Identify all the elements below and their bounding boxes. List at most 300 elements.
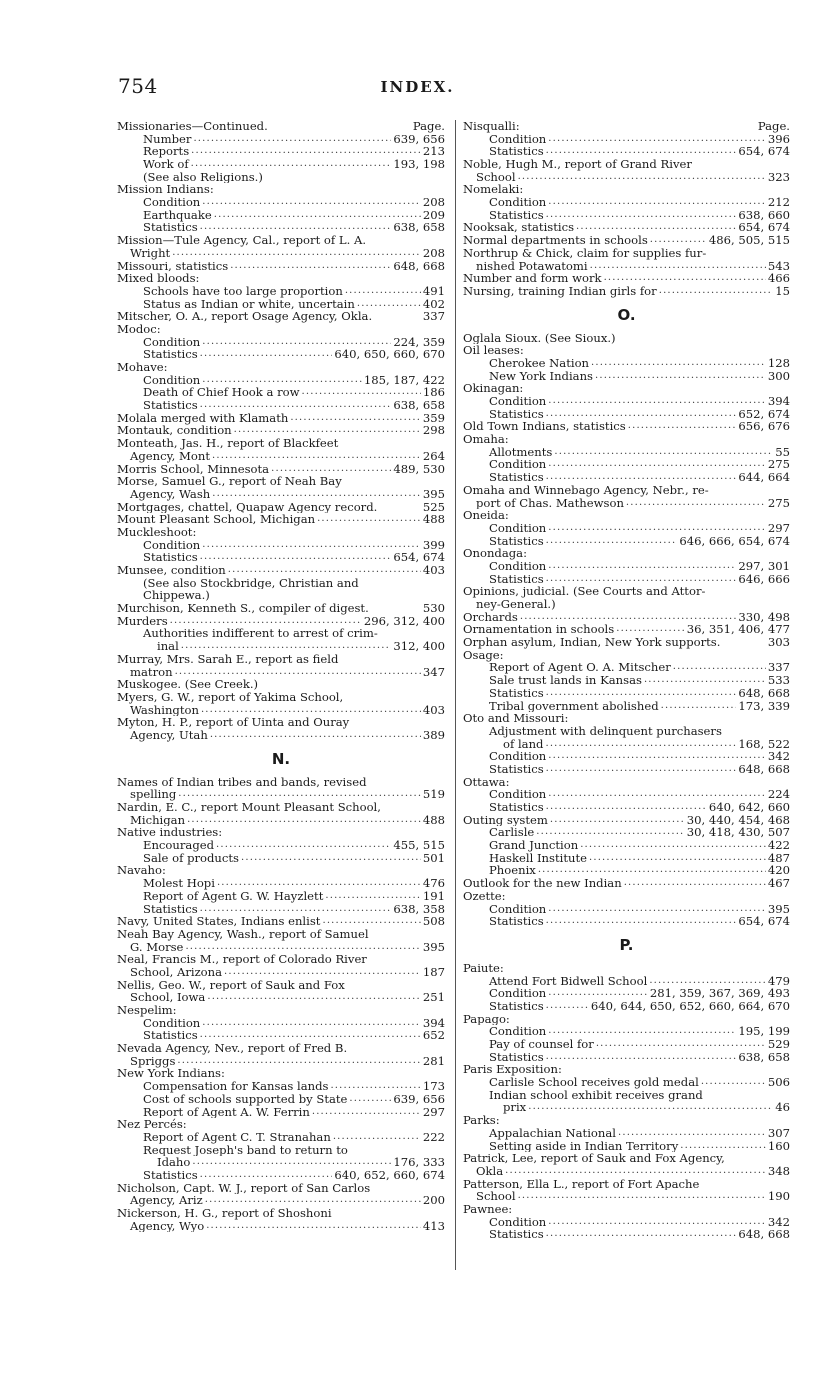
entry-text: Sale of products bbox=[143, 851, 239, 865]
page-number: 754 bbox=[118, 74, 158, 98]
entry-text: nished Potawatomi bbox=[476, 259, 588, 273]
entry-text: Old Town Indians, statistics bbox=[463, 420, 626, 434]
index-entry bbox=[117, 310, 445, 323]
page-reference: 312, 400 bbox=[393, 640, 445, 653]
page-reference: 466 bbox=[767, 272, 790, 285]
section-letter: O. bbox=[617, 305, 636, 324]
dot-leader bbox=[234, 425, 421, 438]
index-entry bbox=[463, 788, 790, 801]
page-reference: 298 bbox=[422, 424, 445, 438]
entry-text: Statistics bbox=[489, 471, 544, 484]
dot-leader bbox=[548, 1216, 766, 1229]
page-reference: 185, 187, 422 bbox=[363, 373, 445, 387]
entry-text: Allotments bbox=[489, 445, 553, 459]
index-entry bbox=[117, 1042, 445, 1055]
dot-leader bbox=[181, 640, 392, 653]
index-entry bbox=[463, 560, 790, 573]
dot-leader bbox=[548, 903, 766, 916]
page-reference: 489, 530 bbox=[393, 462, 445, 476]
index-entry bbox=[117, 1118, 445, 1131]
entry-text: Chippewa.) bbox=[143, 589, 210, 603]
page-reference: 173, 339 bbox=[738, 699, 790, 713]
dot-leader bbox=[604, 272, 766, 285]
entry-text: Work of bbox=[143, 158, 189, 171]
dot-leader bbox=[192, 1156, 391, 1169]
entry-text: Myton, H. P., report of Uinta and Ouray bbox=[117, 716, 350, 729]
index-entry bbox=[117, 1029, 445, 1042]
entry-text: Condition bbox=[489, 196, 547, 209]
dot-leader bbox=[661, 700, 737, 713]
entry-text: Missouri, statistics bbox=[117, 259, 229, 273]
index-entry bbox=[117, 171, 445, 184]
dot-leader bbox=[546, 1228, 737, 1241]
page-reference: 359 bbox=[422, 411, 445, 425]
index-entry bbox=[463, 171, 790, 184]
dot-leader bbox=[545, 738, 736, 751]
page-reference: 15 bbox=[775, 284, 790, 298]
dot-leader bbox=[548, 395, 766, 408]
dot-leader bbox=[330, 1080, 420, 1093]
dot-leader bbox=[548, 133, 766, 146]
dot-leader bbox=[673, 662, 766, 675]
dot-leader bbox=[546, 145, 737, 158]
dot-leader bbox=[628, 420, 737, 433]
dot-leader bbox=[590, 260, 766, 273]
dot-leader bbox=[345, 285, 421, 298]
index-entry bbox=[463, 987, 790, 1000]
entry-text: Condition bbox=[489, 560, 547, 573]
entry-text: Mixed bloods: bbox=[117, 272, 200, 285]
index-entry bbox=[463, 623, 790, 636]
entry-text: Mortgages, chattel, Quapaw Agency record. bbox=[117, 500, 378, 514]
page-reference: Page. bbox=[757, 120, 790, 133]
index-entry bbox=[463, 222, 790, 235]
index-entry bbox=[117, 776, 445, 789]
dot-leader bbox=[680, 1140, 766, 1153]
entry-text: Noble, Hugh M., report of Grand River bbox=[463, 158, 692, 171]
index-entry bbox=[117, 877, 445, 890]
page-reference: 395 bbox=[422, 487, 445, 501]
page-reference: 300 bbox=[767, 369, 790, 383]
index-entry bbox=[463, 877, 790, 890]
page-reference: 639, 656 bbox=[393, 1092, 445, 1106]
index-entry bbox=[463, 497, 790, 510]
page-reference: 467 bbox=[767, 877, 790, 890]
entry-text: Attend Fort Bidwell School bbox=[489, 974, 648, 988]
page-reference: 323 bbox=[767, 170, 790, 184]
entry-text: Osage: bbox=[463, 648, 504, 662]
page-reference: 508 bbox=[422, 915, 445, 928]
entry-text: Nellis, Geo. W., report of Sauk and Fox bbox=[117, 978, 345, 992]
entry-text: Nardin, E. C., report Mount Pleasant School, bbox=[117, 801, 381, 814]
entry-text: Navy, United States, Indians enlist bbox=[117, 915, 321, 928]
entry-text: Report of Agent O. A. Mitscher bbox=[489, 661, 671, 675]
index-entry bbox=[117, 1055, 445, 1068]
index-entry bbox=[117, 1093, 445, 1106]
entry-text: Muckleshoot: bbox=[117, 526, 197, 539]
entry-text: Condition bbox=[489, 750, 547, 763]
page-reference: 264 bbox=[422, 449, 445, 463]
entry-text: Northrup & Chick, claim for supplies fur- bbox=[463, 246, 707, 260]
entry-text: Statistics bbox=[489, 145, 544, 159]
entry-text: Report of Agent C. T. Stranahan bbox=[143, 1130, 331, 1144]
page-reference: 638, 658 bbox=[393, 399, 445, 412]
index-entry bbox=[463, 649, 790, 662]
index-entry bbox=[117, 1131, 445, 1144]
page-reference: 501 bbox=[422, 851, 445, 865]
dot-leader bbox=[200, 1029, 421, 1042]
index-entry bbox=[463, 260, 790, 273]
dot-leader bbox=[554, 446, 773, 459]
entry-text: Carlisle bbox=[489, 826, 535, 840]
entry-text: of land bbox=[503, 737, 544, 751]
dot-leader bbox=[200, 903, 392, 916]
entry-text: Statistics bbox=[489, 572, 544, 586]
page-reference: 395 bbox=[422, 940, 445, 954]
entry-text: (See also Stockbridge, Christian and bbox=[143, 576, 359, 590]
entry-text: Statistics bbox=[143, 1029, 198, 1043]
dot-leader bbox=[202, 539, 421, 552]
entry-text: Report of Agent G. W. Hayzlett bbox=[143, 889, 324, 903]
index-entry bbox=[463, 1165, 790, 1178]
section-letter: P. bbox=[619, 935, 634, 954]
index-entry bbox=[117, 196, 445, 209]
dot-leader bbox=[207, 991, 421, 1004]
entry-text: Statistics bbox=[489, 1000, 544, 1013]
index-entry bbox=[463, 750, 790, 763]
entry-text: Opinions, judicial. (See Courts and Attor- bbox=[463, 585, 706, 599]
page-reference: 638, 660 bbox=[738, 208, 790, 222]
index-entry bbox=[463, 459, 790, 472]
index-entry bbox=[463, 611, 790, 624]
entry-text: Morris School, Minnesota bbox=[117, 462, 270, 476]
page-reference: 307 bbox=[767, 1126, 790, 1140]
entry-text: Haskell Institute bbox=[489, 851, 587, 865]
page-reference: 224 bbox=[767, 788, 790, 802]
page-reference: 281 bbox=[422, 1054, 445, 1068]
index-entry bbox=[117, 298, 445, 311]
page-reference: 422 bbox=[767, 839, 790, 852]
dot-leader bbox=[228, 564, 421, 577]
index-entry bbox=[117, 374, 445, 387]
entry-text: Morse, Samuel G., report of Neah Bay bbox=[117, 475, 342, 488]
index-entry bbox=[117, 589, 445, 602]
page-reference: 479 bbox=[767, 974, 790, 988]
dot-leader bbox=[170, 615, 362, 628]
index-entry bbox=[463, 1127, 790, 1140]
index-entry bbox=[463, 183, 790, 196]
page-reference: 224, 359 bbox=[393, 335, 445, 349]
page-reference: 160 bbox=[767, 1139, 790, 1153]
index-entry bbox=[117, 539, 445, 552]
entry-text: Grand Junction bbox=[489, 839, 579, 852]
index-entry bbox=[463, 852, 790, 865]
entry-text: Number and form work bbox=[463, 272, 602, 285]
section-letter: N. bbox=[271, 749, 291, 768]
index-entry bbox=[117, 801, 445, 814]
index-entry bbox=[463, 1114, 790, 1127]
index-entry bbox=[463, 1140, 790, 1153]
entry-text: Number bbox=[143, 132, 192, 146]
page-reference: 297 bbox=[422, 1105, 445, 1119]
index-entry bbox=[463, 1038, 790, 1051]
entry-text: Paiute: bbox=[463, 961, 504, 975]
entry-text: Compensation for Kansas lands bbox=[143, 1080, 329, 1093]
entry-text: prix bbox=[503, 1101, 527, 1115]
page-reference: 394 bbox=[767, 395, 790, 408]
index-entry bbox=[117, 1080, 445, 1093]
entry-text: Statistics bbox=[143, 348, 198, 362]
index-entry bbox=[117, 991, 445, 1004]
entry-text: Condition bbox=[489, 902, 547, 916]
dot-leader bbox=[626, 497, 766, 510]
entry-text: Nez Percés: bbox=[117, 1118, 187, 1131]
page-reference: 646, 666, 654, 674 bbox=[679, 534, 790, 548]
dot-leader bbox=[201, 704, 421, 717]
dot-leader bbox=[193, 133, 391, 146]
entry-text: Statistics bbox=[489, 534, 544, 548]
index-entry bbox=[117, 488, 445, 501]
index-entry bbox=[117, 475, 445, 488]
index-entry bbox=[463, 903, 790, 916]
index-entry bbox=[117, 1106, 445, 1119]
dot-leader bbox=[230, 260, 391, 273]
index-entry bbox=[117, 814, 445, 827]
index-entry bbox=[463, 839, 790, 852]
page-reference: 251 bbox=[422, 991, 445, 1005]
index-entry bbox=[117, 551, 445, 564]
index-entry bbox=[117, 1207, 445, 1220]
dot-leader bbox=[624, 877, 766, 890]
entry-text: Munsee, condition bbox=[117, 564, 226, 577]
dot-leader bbox=[202, 336, 391, 349]
entry-text: Statistics bbox=[489, 1050, 544, 1064]
dot-leader bbox=[548, 1025, 736, 1038]
index-entry bbox=[117, 386, 445, 399]
index-entry bbox=[463, 700, 790, 713]
entry-text: Omaha: bbox=[463, 433, 509, 446]
entry-text: Condition bbox=[489, 987, 547, 1000]
entry-text: Oto and Missouri: bbox=[463, 712, 569, 725]
page-reference: 190 bbox=[767, 1190, 790, 1203]
index-entry bbox=[463, 535, 790, 548]
index-entry bbox=[463, 826, 790, 839]
entry-text: Statistics bbox=[489, 686, 544, 700]
index-entry bbox=[463, 1076, 790, 1089]
index-entry bbox=[463, 636, 790, 649]
entry-text: Mohave: bbox=[117, 361, 168, 374]
left-column bbox=[117, 120, 445, 1232]
index-entry bbox=[117, 425, 445, 438]
entry-text: Myers, G. W., report of Yakima School, bbox=[117, 690, 344, 704]
page-reference: 487 bbox=[767, 851, 790, 865]
index-entry bbox=[463, 196, 790, 209]
index-entry bbox=[463, 776, 790, 789]
page-reference: 403 bbox=[422, 703, 445, 717]
dot-leader bbox=[548, 522, 766, 535]
dot-leader bbox=[518, 171, 766, 184]
entry-text: Encouraged bbox=[143, 839, 215, 852]
entry-text: Murray, Mrs. Sarah E., report as field bbox=[117, 652, 339, 666]
dot-leader bbox=[325, 890, 421, 903]
entry-text: Sale trust lands in Kansas bbox=[489, 674, 642, 687]
entry-text: port of Chas. Mathewson bbox=[476, 496, 624, 510]
index-entry bbox=[463, 408, 790, 421]
page-reference: 396 bbox=[767, 132, 790, 146]
page-reference: 55 bbox=[775, 445, 790, 459]
index-entry bbox=[117, 1017, 445, 1030]
index-entry bbox=[117, 890, 445, 903]
page-reference: 654, 674 bbox=[738, 221, 790, 235]
dot-leader bbox=[536, 826, 684, 839]
entry-text: Carlisle School receives gold medal bbox=[489, 1076, 699, 1089]
index-entry bbox=[463, 344, 790, 357]
entry-text: Condition bbox=[489, 1215, 547, 1229]
dot-leader bbox=[546, 915, 737, 928]
entry-text: Nisqualli: bbox=[463, 120, 520, 133]
entry-text: Death of Chief Hook a row bbox=[143, 386, 300, 400]
page-reference: 455, 515 bbox=[393, 839, 445, 852]
entry-text: Statistics bbox=[489, 801, 544, 814]
entry-text: Mitscher, O. A., report Osage Agency, Okla. bbox=[117, 310, 373, 323]
dot-leader bbox=[591, 357, 766, 370]
index-entry bbox=[117, 1068, 445, 1081]
dot-leader bbox=[290, 412, 421, 425]
index-entry bbox=[117, 615, 445, 628]
dot-leader bbox=[546, 573, 737, 586]
index-entry bbox=[463, 865, 790, 878]
index-entry bbox=[463, 420, 790, 433]
index-entry bbox=[463, 446, 790, 459]
entry-text: Molest Hopi bbox=[143, 877, 215, 890]
entry-text: Mission—Tule Agency, Cal., report of L. A. bbox=[117, 234, 366, 247]
index-entry bbox=[117, 133, 445, 146]
entry-text: Condition bbox=[489, 521, 547, 535]
page-reference: 506 bbox=[767, 1076, 790, 1089]
index-entry bbox=[463, 712, 790, 725]
column-divider bbox=[455, 120, 456, 1270]
dot-leader bbox=[212, 488, 421, 501]
index-entry bbox=[463, 209, 790, 222]
index-entry bbox=[463, 1178, 790, 1191]
entry-text: Missionaries—Continued. bbox=[117, 120, 268, 133]
running-head: INDEX. bbox=[380, 78, 455, 96]
dot-leader bbox=[214, 209, 421, 222]
index-entry bbox=[117, 1194, 445, 1207]
index-entry bbox=[463, 433, 790, 446]
entry-text: Monteath, Jas. H., report of Blackfeet bbox=[117, 437, 339, 450]
entry-text: Cherokee Nation bbox=[489, 357, 590, 370]
dot-leader bbox=[589, 852, 766, 865]
entry-text: Okla bbox=[476, 1164, 504, 1178]
index-entry bbox=[117, 640, 445, 653]
entry-text: Condition bbox=[143, 1016, 201, 1030]
dot-leader bbox=[505, 1165, 766, 1178]
entry-text: Agency, Wash bbox=[130, 487, 211, 501]
entry-text: Murchison, Kenneth S., compiler of digest. bbox=[117, 602, 369, 615]
index-entry bbox=[463, 471, 790, 484]
page-reference: 281, 359, 367, 369, 493 bbox=[649, 987, 790, 1000]
page-reference: 212 bbox=[767, 196, 790, 209]
index-entry bbox=[117, 412, 445, 425]
index-entry bbox=[117, 463, 445, 476]
index-entry bbox=[463, 357, 790, 370]
dot-leader bbox=[185, 941, 420, 954]
dot-leader bbox=[546, 535, 678, 548]
page-reference: 208 bbox=[422, 246, 445, 260]
page-reference: 195, 199 bbox=[738, 1025, 790, 1039]
dot-leader bbox=[200, 399, 392, 412]
index-entry bbox=[117, 120, 445, 133]
dot-leader bbox=[312, 1106, 421, 1119]
page-reference: 297 bbox=[767, 521, 790, 535]
dot-leader bbox=[528, 1102, 773, 1115]
page-reference: 209 bbox=[422, 208, 445, 222]
dot-leader bbox=[576, 222, 736, 235]
dot-leader bbox=[538, 865, 766, 878]
index-entry bbox=[463, 814, 790, 827]
index-entry bbox=[117, 788, 445, 801]
dot-leader bbox=[217, 877, 421, 890]
entry-text: Okinagan: bbox=[463, 382, 524, 396]
dot-leader bbox=[200, 348, 333, 361]
entry-text: Idaho bbox=[157, 1156, 191, 1169]
page-reference: 389 bbox=[422, 729, 445, 742]
index-entry bbox=[117, 158, 445, 171]
dot-leader bbox=[202, 374, 362, 387]
page-reference: 402 bbox=[422, 297, 445, 311]
entry-text: Michigan bbox=[130, 813, 186, 827]
dot-leader bbox=[546, 408, 737, 421]
entry-text: Normal departments in schools bbox=[463, 234, 648, 247]
entry-text: Condition bbox=[489, 788, 547, 802]
entry-text: Statistics bbox=[489, 763, 544, 776]
entry-text: Statistics bbox=[143, 399, 198, 412]
page-reference: 173 bbox=[422, 1080, 445, 1093]
page-reference: 208 bbox=[422, 196, 445, 209]
page-reference: 654, 674 bbox=[393, 551, 445, 565]
index-entry bbox=[463, 763, 790, 776]
index-entry bbox=[463, 509, 790, 522]
entry-text: Agency, Mont bbox=[130, 449, 210, 463]
index-entry bbox=[463, 370, 790, 383]
entry-text: Wright bbox=[130, 246, 171, 260]
index-entry bbox=[117, 348, 445, 361]
entry-text: Status as Indian or white, uncertain bbox=[143, 297, 355, 311]
entry-text: Indian school exhibit receives grand bbox=[489, 1088, 703, 1102]
index-entry bbox=[117, 903, 445, 916]
index-entry bbox=[463, 962, 790, 975]
entry-text: Statistics bbox=[489, 208, 544, 222]
index-entry bbox=[117, 513, 445, 526]
dot-leader bbox=[349, 1093, 391, 1106]
dot-leader bbox=[546, 763, 737, 776]
entry-text: Oneida: bbox=[463, 509, 509, 522]
entry-text: Nicholson, Capt. W. J., report of San Carlos bbox=[117, 1181, 371, 1195]
entry-text: Onondaga: bbox=[463, 547, 527, 560]
index-entry bbox=[117, 399, 445, 412]
entry-text: Statistics bbox=[489, 1228, 544, 1242]
entry-text: Nomelaki: bbox=[463, 183, 524, 197]
page-reference: 168, 522 bbox=[738, 737, 790, 751]
page-reference: 648, 668 bbox=[738, 1228, 790, 1242]
dot-leader bbox=[210, 729, 421, 742]
index-entry bbox=[463, 573, 790, 586]
index-entry bbox=[117, 361, 445, 374]
dot-leader bbox=[518, 1190, 766, 1203]
index-entry bbox=[117, 729, 445, 742]
dot-leader bbox=[595, 370, 766, 383]
